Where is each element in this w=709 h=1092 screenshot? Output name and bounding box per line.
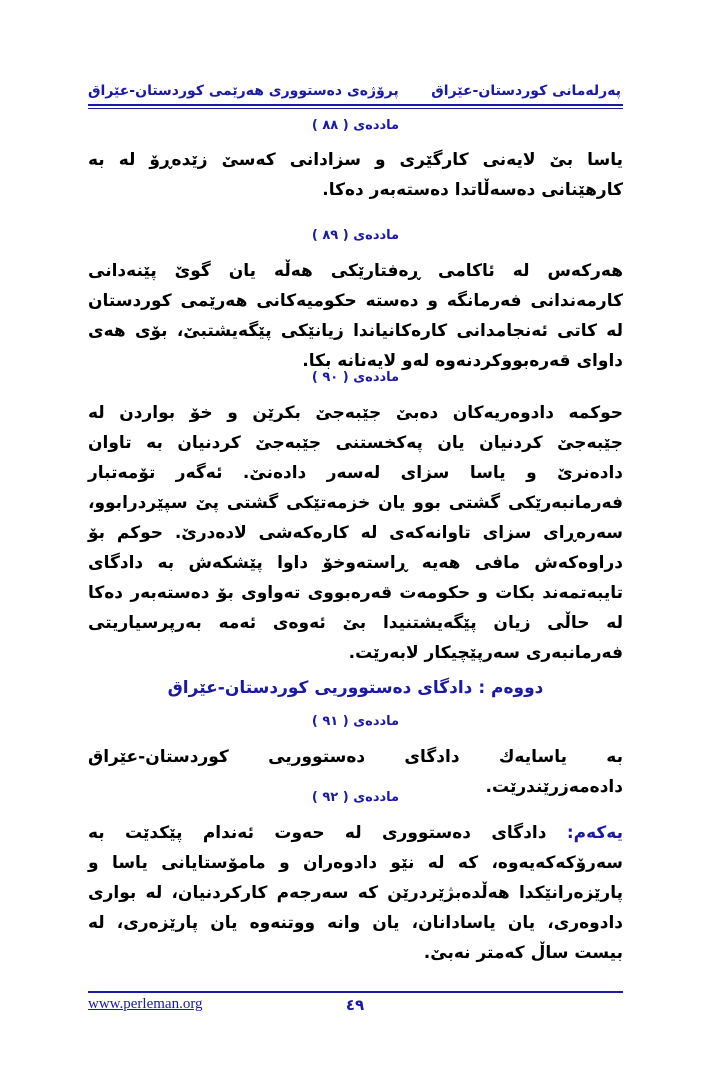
article-88-text: یاسا بێ لایەنی کارگێری و سزادانی کەسێ زێدەڕۆ لە بە کارهێنانی دەسەڵاتدا دەستەبەر دەکا.: [88, 150, 623, 200]
header-rule-thick: [88, 104, 623, 106]
article-91-heading: ماددەی ( ٩١ ): [311, 714, 400, 729]
section-title: دووەم : دادگای دەستووریی کوردستان-عێراق: [167, 678, 544, 698]
footer-rule: [88, 991, 623, 993]
header-constitution-title: پرۆژەی دەستووری هەرێمی کوردستان-عێراق: [88, 83, 399, 99]
header-parliament-title: پەرلەمانی کوردستان-عێراق: [431, 83, 621, 99]
article-91-text: بە یاسایەك دادگای دەستووریی کوردستان-عێراق دادەمەزرێندرێت.: [88, 747, 623, 797]
article-92-body: دادگای دەستووری لە حەوت ئەندام پێکدێت بە سەرۆکەکەیەوە، کە لە نێو دادوەران و مامۆستایانی یاسا و پارێزەرانێکدا هەڵدەبژێردرێن کە سەرجەم کارکردنیان، لە بواری دادوەری، یان یاسادانان، یان وانە ووتنەوە یان پارێزەری، لە بیست ساڵ کەمتر نەبێ.: [88, 823, 623, 963]
article-90-text: حوکمە دادوەریەکان دەبێ جێبەجێ بکرێن و خۆ بواردن لە جێبەجێ کردنیان یان پەکخستنی جێبەجێ کردنیان بە تاوان دادەنرێ و یاسا سزای لەسەر دادەنێ. ئەگەر تۆمەتبار فەرمانبەرێکی گشتی بوو یان خزمەتێکی گشتی پێ سپێردرابوو، سەرەڕای سزای تاوانەکەی لە کارەکەشی لادەدرێ. حوکم بۆ دراوەکەش مافی هەیە ڕاستەوخۆ داوا پێشکەش بە دادگای تایبەتمەند بکات و حکومەت قەرەبووی تەواوی بۆ دەستەبەر دەکا لە حاڵی زیان پێگەیشتنیدا بێ ئەوەی ئەمە بەرپرسیاریتی فەرمانبەری سەرپێچیکار لابەرێت.: [88, 403, 623, 663]
article-92-text: [88, 818, 623, 968]
article-89-heading: ماددەی ( ٨٩ ): [311, 228, 400, 243]
article-92-heading: ماددەی ( ٩٢ ): [311, 790, 400, 805]
article-89-text: هەرکەس لە ئاکامی ڕەفتارێکی هەڵە یان گوێ پێنەدانی کارمەندانی فەرمانگە و دەستە حکومیەکانی هەرێمی کوردستان لە کاتی ئەنجامدانی کارەکانیاندا زیانێکی پێگەیشتبێ، بۆی هەی داوای قەرەبووکردنەوە لەو لایەنانە بکا.: [88, 261, 623, 371]
article-92-lead: یەکەم:: [566, 823, 623, 843]
article-88-heading: ماددەی ( ٨٨ ): [311, 118, 400, 133]
footer-page-number: ٤٩: [345, 996, 365, 1014]
page-header: [88, 78, 621, 104]
footer-url[interactable]: www.perleman.org: [88, 996, 203, 1012]
header-rule-thin: [88, 108, 623, 109]
article-90-heading: ماددەی ( ٩٠ ): [311, 370, 400, 385]
